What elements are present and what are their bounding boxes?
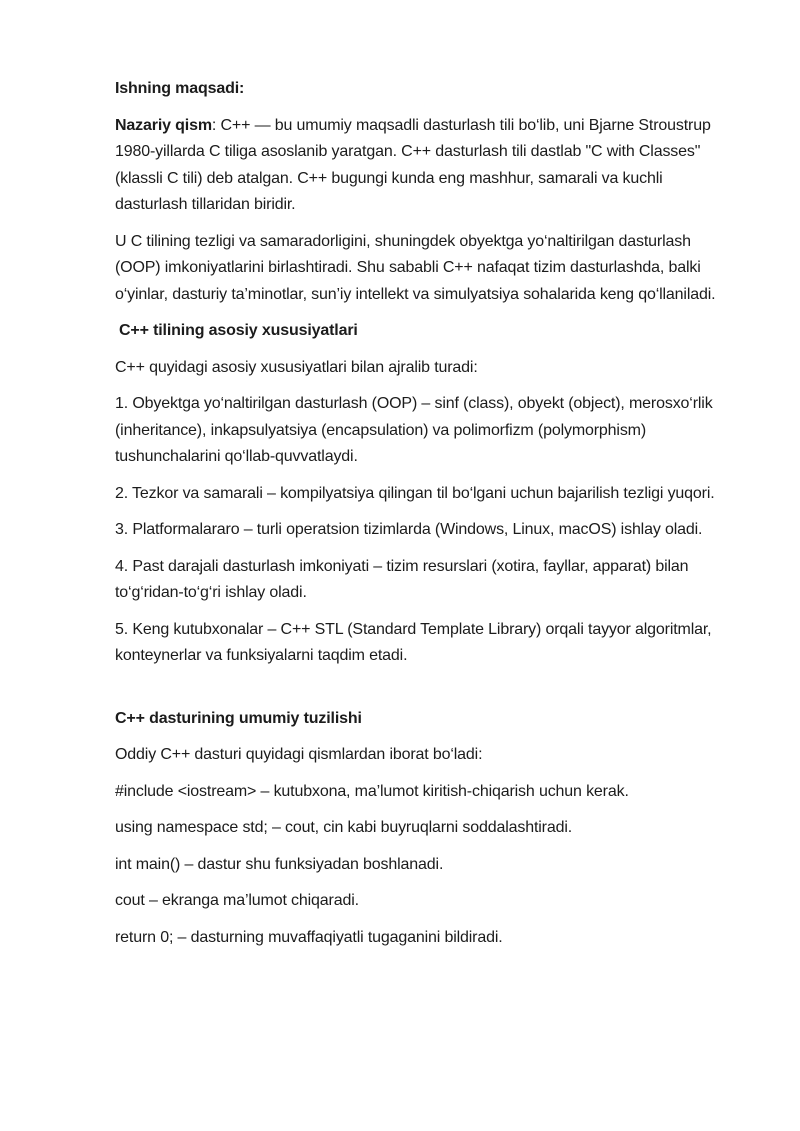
feature-item-2: 2. Tezkor va samarali – kompilyatsiya qilingan til bo‘lgani uchun bajarilish tezligi yuqori. (115, 484, 715, 502)
structure-intro: Oddiy C++ dasturi quyidagi qismlardan iborat bo‘ladi: (115, 746, 483, 763)
feature-item-4: 4. Past darajali dasturlash imkoniyati – tizim resurslari (xotira, fayllar, apparat) bilan to‘g‘ridan-to‘g‘ri ishlay oladi. (115, 557, 689, 601)
document-body (115, 76, 725, 961)
feature-item-5: 5. Keng kutubxonalar – C++ STL (Standard Template Library) orqali tayyor algoritmlar, konteynerlar va funksiyalarni taqdim etadi. (115, 620, 712, 664)
goal-heading: Ishning maqsadi: (115, 80, 245, 97)
structure-item-return: return 0; – dasturning muvaffaqiyatli tugaganini bildiradi. (115, 928, 503, 946)
feature-item-3: 3. Platformalararo – turli operatsion tizimlarda (Windows, Linux, macOS) ishlay oladi. (115, 521, 703, 538)
theory-paragraph (115, 113, 725, 219)
intro-paragraph-2: U C tilining tezligi va samaradorligini, shuningdek obyektga yo‘naltirilgan dasturlash (OOP) imkoniyatlarini birlashtiradi. Shu sababli C++ nafaqat tizim dasturlashda, balki o‘yinlar, dasturiy ta’minotlar, sun’iy intellekt va simulyatsiya sohalarida keng qo‘llaniladi. (115, 232, 716, 303)
structure-item-namespace: using namespace std; – cout, cin kabi buyruqlarni soddalashtiradi. (115, 819, 573, 836)
theory-text: : C++ — bu umumiy maqsadli dasturlash tili bo‘lib, uni Bjarne Stroustrup 1980-yillarda C tiliga asoslanib yaratgan. C++ dasturlash tili dastlab "C with Classes" (klassli C tili) deb atalgan. C++ bugungi kunda eng mashhur, samarali va kuchli dasturlash tillaridan biridir. (115, 116, 711, 213)
structure-item-include: #include <iostream> – kutubxona, ma’lumot kiritish-chiqarish uchun kerak. (115, 782, 629, 800)
feature-item-1: 1. Obyektga yo‘naltirilgan dasturlash (OOP) – sinf (class), obyekt (object), merosxo‘rlik (inheritance), inkapsulyatsiya (encapsulation) va polimorfizm (polymorphism) tushunchalarini qo‘llab-quvvatlaydi. (115, 395, 713, 465)
features-intro: C++ quyidagi asosiy xususiyatlari bilan ajralib turadi: (115, 358, 478, 376)
features-heading: C++ tilining asosiy xususiyatlari (119, 322, 358, 339)
theory-label: Nazariy qism (115, 116, 212, 134)
structure-item-cout: cout – ekranga ma’lumot chiqaradi. (115, 892, 359, 909)
structure-heading: C++ dasturining umumiy tuzilishi (115, 709, 362, 727)
structure-item-main: int main() – dastur shu funksiyadan boshlanadi. (115, 855, 444, 873)
